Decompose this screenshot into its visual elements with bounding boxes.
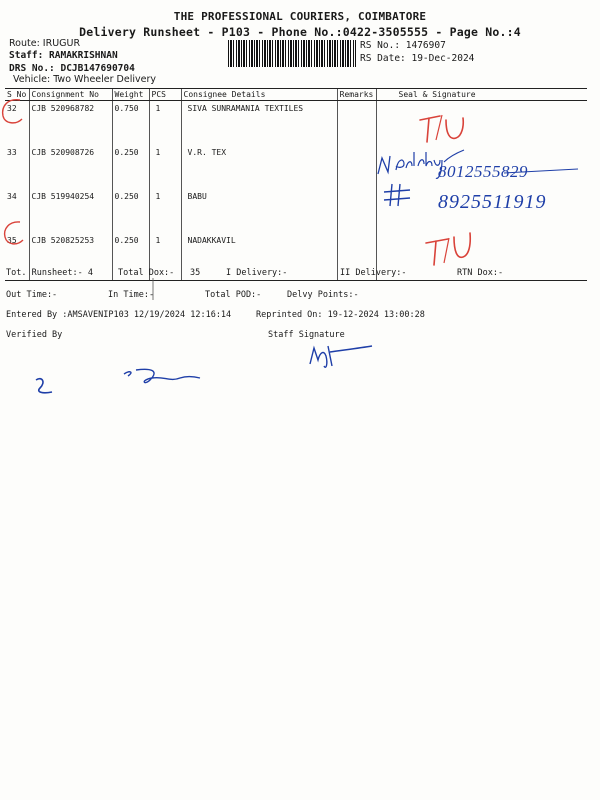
handwritten-hash-mark <box>382 180 412 210</box>
cell-sno: 32 <box>7 104 17 113</box>
col-seal: Seal & Signature <box>376 89 587 101</box>
vehicle-label: Vehicle: Two Wheeler Delivery <box>13 74 156 85</box>
tot-runsheet: Tot. Runsheet:- 4 <box>6 268 93 278</box>
cell-consignment: CJB 520968782 <box>29 101 112 146</box>
cell-consignee: SIVA SUNRAMANIA TEXTILES <box>181 101 337 146</box>
reprinted-on: Reprinted On: 19-12-2024 13:00:28 <box>256 310 425 320</box>
route-label: Route: IRUGUR <box>9 38 81 49</box>
red-circle-mark <box>0 96 26 126</box>
col-remarks: Remarks <box>337 89 376 101</box>
tu-mark-text: T/U <box>416 112 418 113</box>
cell-sno: 34 <box>7 192 17 201</box>
entered-by: Entered By :AMSAVENIP103 12/19/2024 12:16:14 <box>6 310 232 320</box>
runsheet-title: Delivery Runsheet - P103 - Phone No.:0422-3505555 - Page No.:4 <box>79 25 521 39</box>
handwritten-phone-text: 8012555829 <box>438 162 528 181</box>
cell-weight: 0.750 <box>112 101 149 146</box>
rtn-dox-label: RTN Dox:- <box>457 268 504 278</box>
cell-weight: 0.250 <box>112 233 149 281</box>
cell-sno: 33 <box>7 148 17 157</box>
staff-label: Staff: RAMAKRISHNAN <box>9 50 118 61</box>
cell-consignment: CJB 519940254 <box>29 189 112 233</box>
cell-seal <box>376 101 587 146</box>
col-consignee: Consignee Details <box>181 89 337 101</box>
cell-remarks <box>337 189 376 233</box>
tu-mark <box>422 229 474 267</box>
handwritten-phone <box>436 186 586 216</box>
cell-consignee: V.R. TEX <box>181 145 337 189</box>
i-delivery-label: I Delivery:- <box>226 268 288 278</box>
col-sno: S No <box>5 89 29 101</box>
cell-sno: 35 <box>5 233 29 281</box>
cell-remarks <box>337 101 376 146</box>
col-pcs: PCS <box>149 89 181 101</box>
col-consignment: Consignment No <box>29 89 112 101</box>
verified-by-label: Verified By <box>6 330 63 340</box>
cell-consignee: BABU <box>181 189 337 233</box>
pen-tick-mark <box>151 276 155 302</box>
rs-date: RS Date: 19-Dec-2024 <box>360 53 475 64</box>
total-pod-label: Total POD:- <box>205 290 262 300</box>
cell-consignment: CJB 520825253 <box>29 233 112 281</box>
cell-consignee: NADAKKAVIL <box>181 233 337 281</box>
cell-consignment: CJB 520908726 <box>29 145 112 189</box>
verifier-signature-scribble <box>120 364 204 394</box>
col-weight: Weight <box>112 89 149 101</box>
table-header-row <box>5 89 587 101</box>
delvy-points-label: Delvy Points:- <box>287 290 359 300</box>
cell-weight: 0.250 <box>112 145 149 189</box>
total-dox-label: Total Dox:- <box>118 268 175 278</box>
total-dox-value: 35 <box>190 268 201 278</box>
cell-remarks <box>337 145 376 189</box>
verifier-initial-scribble <box>30 374 60 398</box>
cell-pcs: 1 <box>149 189 181 233</box>
tu-mark-text: T/U <box>422 229 424 230</box>
handwritten-phone <box>436 157 586 185</box>
out-time-label: Out Time:- <box>6 290 58 300</box>
red-circle-mark <box>2 219 28 247</box>
company-title: THE PROFESSIONAL COURIERS, COIMBATORE <box>173 10 427 23</box>
rs-number: RS No.: 1476907 <box>360 40 446 51</box>
cell-weight: 0.250 <box>112 189 149 233</box>
staff-signature-label: Staff Signature <box>268 330 345 340</box>
cell-pcs: 1 <box>149 101 181 146</box>
in-time-label: In Time:- <box>108 290 155 300</box>
cell-pcs: 1 <box>149 145 181 189</box>
drs-label: DRS No.: DCJB147690704 <box>9 63 135 74</box>
handwritten-phone-text: 8925511919 <box>438 191 547 213</box>
ii-delivery-label: II Delivery:- <box>340 268 407 278</box>
table-row <box>5 101 587 146</box>
cell-pcs: 1 <box>149 233 181 281</box>
staff-signature-scribble <box>304 338 376 372</box>
barcode <box>228 40 356 67</box>
